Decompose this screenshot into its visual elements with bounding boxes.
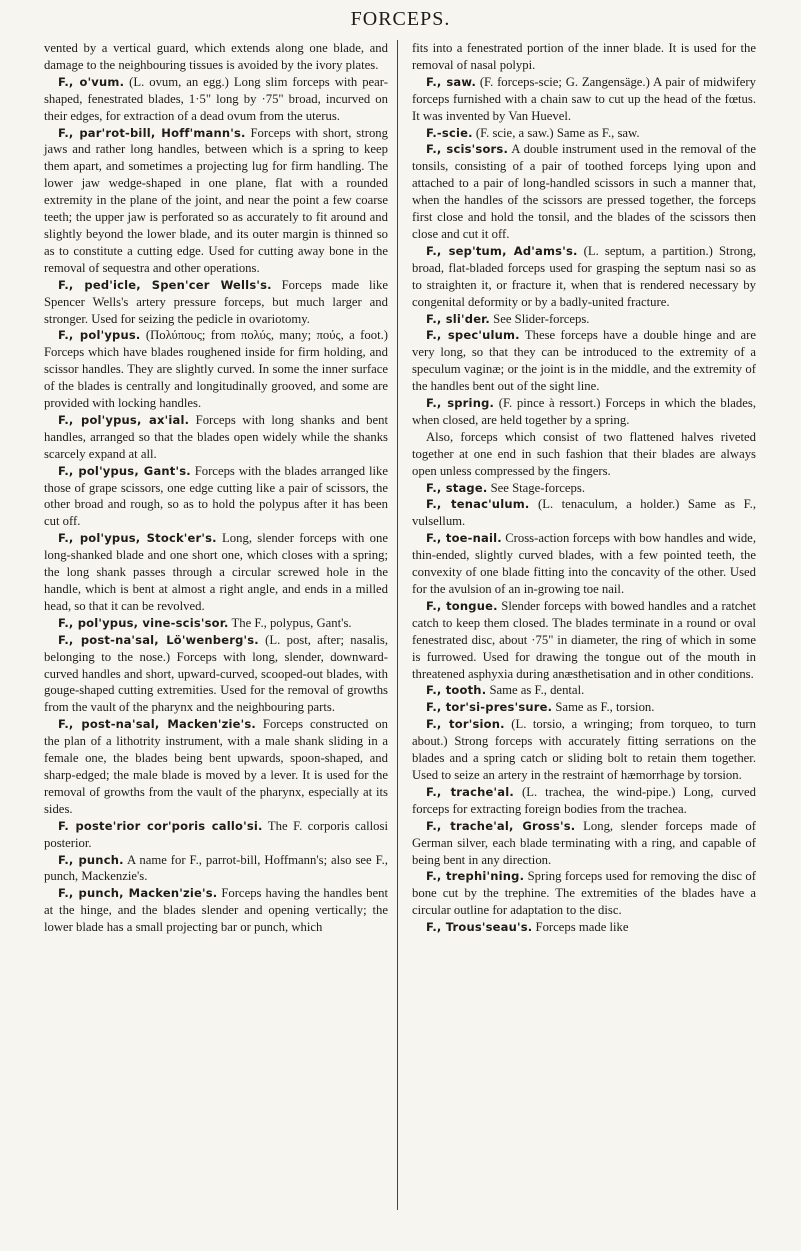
entry-headword: F., Trous'seau's. xyxy=(426,920,533,935)
dictionary-entry xyxy=(412,429,756,480)
entry-definition: Slender forceps with bowed handles and a ratchet catch to keep them closed. The blades terminate in a round or oval fenestrated disc, about ·75" in diameter, the ring of which in some is furrowed. Used for drawing the tongue out of the mouth in threatened asphyxia during anæsthetisation and in other conditions. xyxy=(412,598,756,681)
entry-definition: Same as F., torsion. xyxy=(555,700,655,715)
dictionary-entry xyxy=(412,818,756,869)
entry-definition: Long, slender forceps made of German silver, each blade terminating with a ring, and capable of being bent in any direction. xyxy=(412,818,756,867)
entry-headword: F., punch, Macken'zie's. xyxy=(58,886,218,901)
dictionary-entry xyxy=(44,818,388,852)
entry-definition: The F. corporis callosi posterior. xyxy=(44,818,388,850)
dictionary-entry xyxy=(44,716,388,817)
entry-headword: F., sli'der. xyxy=(426,311,490,326)
dictionary-entry xyxy=(44,530,388,615)
entry-headword: F., toe-nail. xyxy=(426,531,502,546)
page-header: FORCEPS. xyxy=(350,8,451,30)
entry-definition: Spring forceps used for removing the disc of bone cut by the trephine. The extremities of the blades have a circular outline for adaptation to the disc. xyxy=(412,869,756,918)
entry-definition: (F. forceps-scie; G. Zangensäge.) A pair of midwifery forceps furnished with a chain saw to cut up the head of the fœtus. It was invented by Van Huevel. xyxy=(412,74,756,123)
dictionary-entry xyxy=(412,141,756,242)
dictionary-entry xyxy=(44,615,388,632)
entry-definition: See Slider-forceps. xyxy=(493,311,590,326)
entry-definition: A name for F., parrot-bill, Hoffmann's; also see F., punch, Mackenzie's. xyxy=(44,852,388,884)
dictionary-entry xyxy=(412,327,756,395)
entry-headword: F. poste'rior cor'poris callo'si. xyxy=(58,818,263,833)
dictionary-entry xyxy=(412,699,756,716)
entry-definition: Cross-action forceps with bow handles and wide, thin-ended, slightly curved blades, with a few pointed teeth, the convexity of one blade fitting into the concavity of the other. Used for the avulsion of an in-growing toe nail. xyxy=(412,531,756,596)
dictionary-entry xyxy=(44,852,388,886)
entry-definition: Forceps having the handles bent at the hinge, and the blades slender and opening vertically; the lower blade has a small projecting bar or punch, which xyxy=(44,886,388,935)
entry-headword: F., punch. xyxy=(58,852,124,867)
entry-definition: Same as F., dental. xyxy=(489,683,585,698)
dictionary-entry xyxy=(44,40,388,74)
entry-headword: F., tor'sion. xyxy=(426,717,505,732)
entry-headword: F., tenac'ulum. xyxy=(426,497,530,512)
entry-headword: F., post-na'sal, Lö'wenberg's. xyxy=(58,632,259,647)
entry-definition: (L. tenaculum, a holder.) Same as F., vulsellum. xyxy=(412,497,757,529)
entry-definition: vented by a vertical guard, which extends along one blade, and damage to the neighbouring tissues is avoided by the ivory plates. xyxy=(44,41,388,72)
entry-headword: F., pol'ypus, vine-scis'sor. xyxy=(58,615,229,630)
entry-definition: See Stage-forceps. xyxy=(490,480,586,495)
entry-headword: F., post-na'sal, Macken'zie's. xyxy=(58,717,256,732)
right-column xyxy=(412,40,756,936)
entry-definition: A double instrument used in the removal of the tonsils, consisting of a pair of toothed forceps lying upon and attached to a pair of long-handled scissors in such a manner that, when the handles of the scissors are pressed together, the forceps first close and hold the tonsil, and the blades of the scissors then close and cut it off. xyxy=(412,142,756,241)
entry-headword: F., saw. xyxy=(426,74,477,89)
entry-definition: (F. scie, a saw.) Same as F., saw. xyxy=(475,125,640,140)
entry-definition: Long, slender forceps with one long-shanked blade and one short one, which closes with a spring; the long shank passes through a circular screwed hole in the handle, which is bent at almost a right angle, and ends in a milled head, so that it can be revolved. xyxy=(44,531,389,613)
entry-definition: Forceps with the blades arranged like those of grape scissors, one edge cutting like a pair of scissors, the other broad and rough, so as to hold the polypus after it has been cut off. xyxy=(44,463,389,529)
entry-definition: The F., polypus, Gant's. xyxy=(231,615,352,630)
entry-definition: Forceps constructed on the plan of a lithotrity instrument, with a male shank sliding in a female one, the blades being bent upwards, spoon-shaped, and sharp-edged; the male blade is moved by a lever. It is used for the removal of growths from the vault of the pharynx, especially at its sides. xyxy=(44,717,388,816)
dictionary-entry xyxy=(412,480,756,497)
column-divider xyxy=(397,40,398,1210)
entry-headword: F., sep'tum, Ad'ams's. xyxy=(426,243,578,258)
entry-headword: F., tor'si-pres'sure. xyxy=(426,700,553,715)
dictionary-entry xyxy=(44,463,388,531)
dictionary-entry xyxy=(412,395,756,429)
entry-headword: F., ped'icle, Spen'cer Wells's. xyxy=(58,277,272,292)
entry-definition: (L. ovum, an egg.) Long slim forceps with pear-shaped, fenestrated blades, 1·5" long by ·75" broad, incurved on their edges, for extraction of a dead ovum from the uterus. xyxy=(44,74,389,123)
entry-headword: F., tooth. xyxy=(426,683,487,698)
entry-headword: F., trephi'ning. xyxy=(426,869,525,884)
entry-definition: Forceps with long shanks and bent handles, arranged so that the blades open widely while the shanks scarcely expand at all. xyxy=(44,412,389,461)
entry-definition: (L. septum, a partition.) Strong, broad, flat-bladed forceps used for grasping the septum nasi so as to straighten it, or fracture it, when that is rendered necessary by congenital deformity or by a badly-united fracture. xyxy=(412,243,757,309)
entry-definition: (Πολύπους; from πολύς, many; πούς, a foot.) Forceps which have blades roughened inside for firm holding, and scissor handles. They are slightly curved. In some the inner surface of the blades is centrally and longitudinally grooved, and some are provided with locking handles. xyxy=(44,328,389,411)
entry-definition: (F. pince à ressort.) Forceps in which the blades, when closed, are held together by a spring. xyxy=(412,396,756,427)
entry-headword: F.-scie. xyxy=(426,125,473,140)
entry-headword: F., pol'ypus, Gant's. xyxy=(58,463,191,478)
dictionary-entry xyxy=(412,784,756,818)
dictionary-entry xyxy=(412,919,756,936)
entry-definition: (L. torsio, a wringing; from torqueo, to turn about.) Strong forceps with accurately fitting serrations on the blades and a spring catch or sliding bolt to retain them together. Used to seize an artery in the restraint of hæmorrhage by torsion. xyxy=(412,717,757,782)
dictionary-entry xyxy=(412,40,756,74)
dictionary-entry xyxy=(44,74,388,125)
dictionary-entry xyxy=(412,868,756,919)
entry-headword: F., spring. xyxy=(426,396,495,411)
entry-headword: F., tongue. xyxy=(426,598,498,613)
entry-headword: F., pol'ypus. xyxy=(58,328,141,343)
entry-headword: F., spec'ulum. xyxy=(426,328,520,343)
entry-definition: These forceps have a double hinge and are very long, so that they can be introduced to the extremity of a speculum vaginæ; or the joint is in the middle, and the extremity of the handles bent out of the sight line. xyxy=(412,328,756,394)
dictionary-entry xyxy=(412,598,756,683)
entry-headword: F., par'rot-bill, Hoff'mann's. xyxy=(58,125,246,140)
left-column xyxy=(44,40,388,936)
dictionary-entry xyxy=(412,311,756,328)
entry-definition: fits into a fenestrated portion of the inner blade. It is used for the removal of nasal polypi. xyxy=(412,41,756,72)
entry-headword: F., trache'al, Gross's. xyxy=(426,818,576,833)
entry-headword: F., scis'sors. xyxy=(426,142,509,157)
dictionary-entry xyxy=(44,632,388,717)
entry-definition: Forceps made like Spencer Wells's artery pressure forceps, but much larger and stronger. Used for seizing the pedicle in ovariotomy. xyxy=(44,277,389,326)
entry-definition: Forceps made like xyxy=(535,920,629,935)
dictionary-entry xyxy=(412,125,756,142)
entry-headword: F., trache'al. xyxy=(426,784,514,799)
entry-definition: Forceps with short, strong jaws and rather long handles, between which is a spring to keep them apart, and sometimes a projecting lug for firm handling. The lower jaw wedge-shaped in one plane, flat with a rounded extremity in the plane of the joint, and near the point a few coarse teeth; the upper jaw is perforated so as accurately to fit around and slightly beyond the lower blade, and its outer margin is thinned so as to constitute a cutting edge. Used for cutting away bone in the removal of sequestra and other operations. xyxy=(44,125,388,275)
entry-definition: (L. post, after; nasalis, belonging to the nose.) Forceps with long, slender, downward-curved handles and short, upward-curved, scooped-out blades, with gouge-shaped cutting extremities. Used for the removal of growths from the vault of the pharynx and the neighbouring parts. xyxy=(44,632,389,715)
dictionary-entry xyxy=(412,496,756,530)
entry-headword: F., o'vum. xyxy=(58,74,125,89)
dictionary-entry xyxy=(44,885,388,936)
dictionary-entry xyxy=(412,682,756,699)
entry-definition: (L. trachea, the wind-pipe.) Long, curved forceps for extracting foreign bodies from the trachea. xyxy=(412,784,757,816)
dictionary-entry xyxy=(412,74,756,125)
entry-headword: F., pol'ypus, Stock'er's. xyxy=(58,531,217,546)
entry-definition: Also, forceps which consist of two flattened halves riveted together at one end in such fashion that their blades are always open unless compressed by the fingers. xyxy=(412,429,756,478)
dictionary-entry xyxy=(412,530,756,598)
dictionary-entry xyxy=(44,327,388,412)
dictionary-entry xyxy=(412,716,756,784)
entry-headword: F., stage. xyxy=(426,480,488,495)
dictionary-entry xyxy=(44,412,388,463)
dictionary-entry xyxy=(44,125,388,277)
dictionary-entry xyxy=(412,243,756,311)
entry-headword: F., pol'ypus, ax'ial. xyxy=(58,412,190,427)
dictionary-entry xyxy=(44,277,388,328)
